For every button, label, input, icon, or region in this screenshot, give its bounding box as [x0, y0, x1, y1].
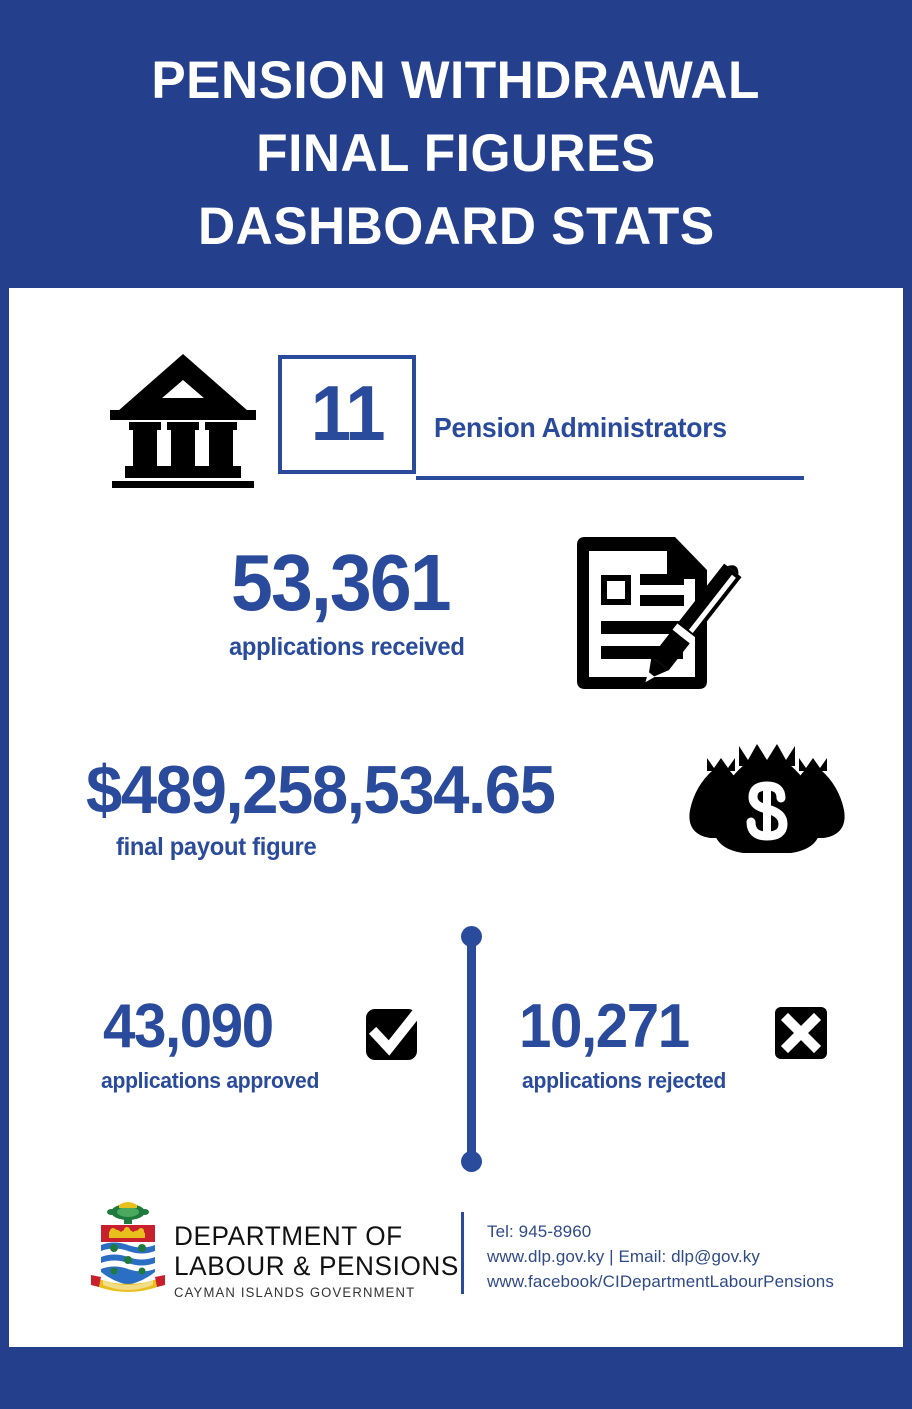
applications-rejected-label: applications rejected [522, 1068, 727, 1093]
money-bags-icon [677, 736, 857, 866]
checkbox-check-icon [365, 1003, 427, 1066]
stat-applications-approved [9, 992, 449, 1116]
applications-approved-label: applications approved [101, 1068, 320, 1093]
document-pen-icon [563, 533, 743, 708]
applications-received-value: 53,361 [231, 538, 450, 627]
applications-approved-value: 43,090 [103, 992, 273, 1061]
stat-final-payout [9, 748, 903, 888]
administrator-label: Pension Administrators [434, 412, 727, 443]
divider-dot-bottom [461, 1151, 482, 1172]
stat-applications-received [9, 533, 903, 703]
page-title-line-1: PENSION WITHDRAWAL [151, 51, 761, 110]
bank-icon [108, 348, 258, 493]
stat-administrators [9, 336, 903, 496]
contact-facebook[interactable]: www.facebook/CIDepartmentLabourPensions [487, 1272, 834, 1291]
department-subtitle: CAYMAN ISLANDS GOVERNMENT [174, 1285, 416, 1300]
cayman-islands-coat-of-arms-icon [89, 1201, 167, 1301]
final-payout-value: $489,258,534.65 [86, 752, 555, 828]
contact-block [487, 1219, 834, 1294]
header-banner [0, 0, 912, 288]
administrator-count-box [278, 355, 416, 474]
page-title-line-3: DASHBOARD STATS [197, 197, 715, 256]
applications-received-label: applications received [229, 633, 465, 661]
administrator-count: 11 [310, 368, 384, 457]
contact-website-email[interactable]: www.dlp.gov.ky | Email: dlp@gov.ky [487, 1247, 760, 1266]
contact-telephone: Tel: 945-8960 [487, 1222, 592, 1241]
department-wordmark [174, 1221, 468, 1302]
applications-rejected-value: 10,271 [519, 992, 689, 1061]
administrator-underline [416, 476, 804, 480]
checkbox-x-icon [772, 1003, 830, 1066]
content-panel [9, 288, 903, 1347]
section-divider [461, 926, 481, 1172]
final-payout-label: final payout figure [116, 833, 317, 861]
contact-divider [461, 1212, 464, 1294]
stat-applications-rejected [489, 992, 903, 1116]
department-line-2: LABOUR & PENSIONS [174, 1251, 459, 1281]
footer [9, 1201, 903, 1321]
page-title-line-2: FINAL FIGURES [256, 124, 656, 183]
divider-bar [467, 936, 476, 1162]
department-line-1: DEPARTMENT OF [174, 1221, 403, 1251]
